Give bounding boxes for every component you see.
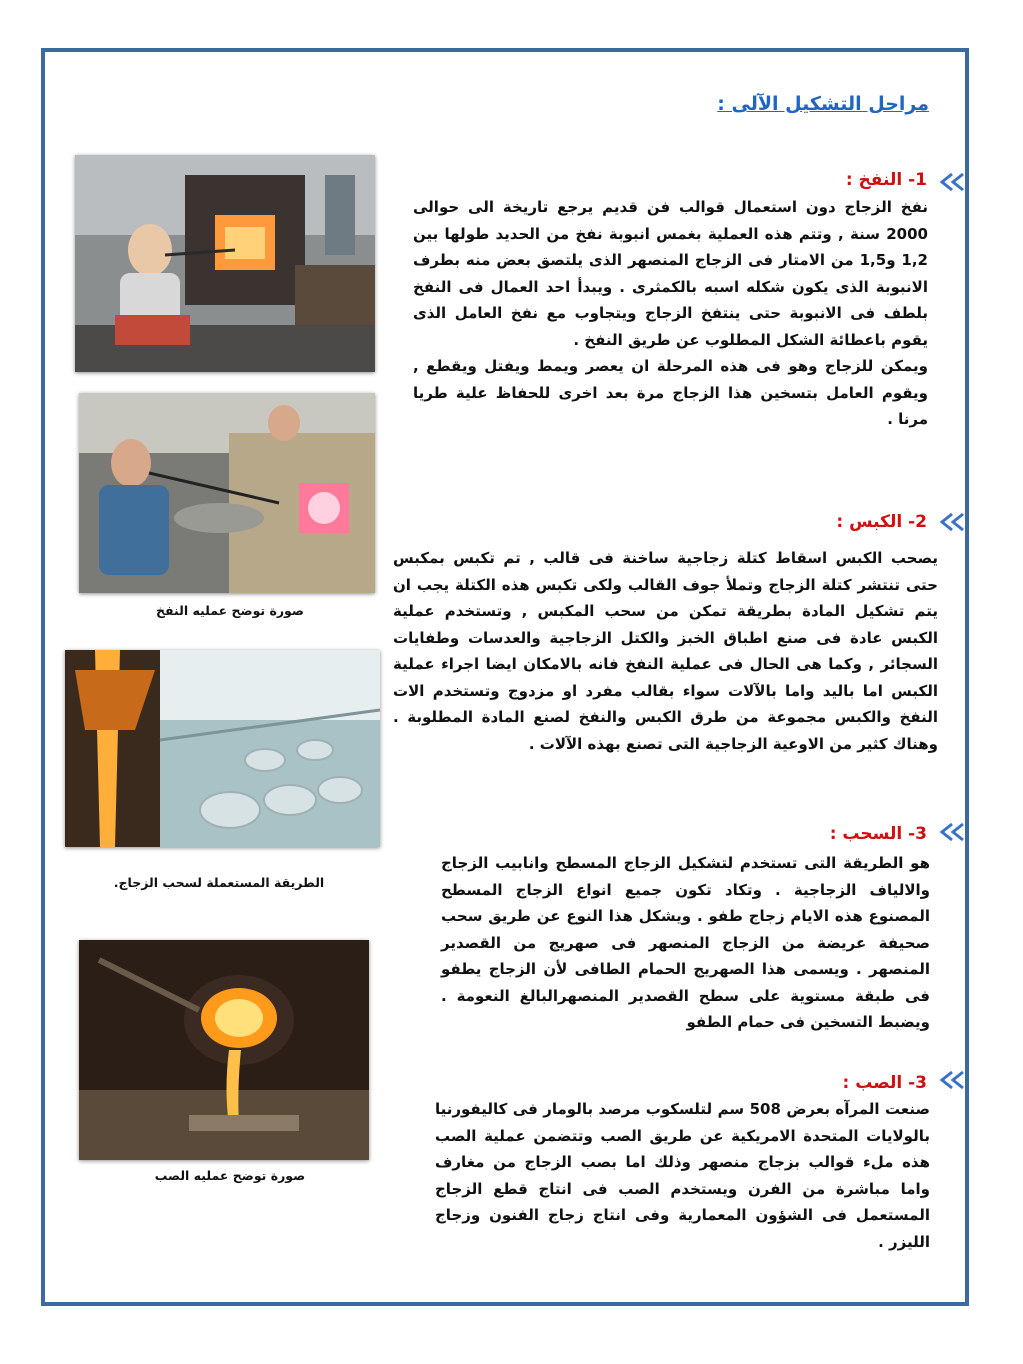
paragraph: صنعت المرآه بعرض 508 سم لتلسكوب مرصد بالومار فى كاليفورنيا بالولايات المتحدة الامريكية عن طريق الصب وتتضمن عملية الصب هذه ملء قوالب بزجاج منصهر وذلك اما بصب الزجاج من مغارف واما مباشرة من الفرن ويستخدم الصب فى انتاج قطع الزجاج المستعمل فى الشؤون المعمارية وفى انتاج زجاج الفنون وزجاج الليزر . <box>435 1100 930 1251</box>
caption-drawing: الطريقة المستعملة لسحب الزجاج. <box>113 875 325 890</box>
photo-molten-glass-casting <box>79 940 369 1160</box>
double-chevron-left-icon <box>935 511 969 533</box>
paragraph: نفخ الزجاج دون استعمال قوالب فن قديم يرجع تاريخة الى حوالى 2000 سنة , وتتم هذه العملية بغمس انبوبة نفخ من الحديد طولها بين 1,2 و1,5 من الامتار فى الزجاج المنصهر الذى يلتصق بعض منه بطرف الانبوبة الذى يكون شكله اسبه بالكمثرى . ويبدأ احد العمال فى النفخ بلطف فى الانبوبة حتى ينتفخ الزجاج ويتجاوب مع نفخ العامل الذى يقوم باعطائة الشكل المطلوب عن طريق النفخ . <box>413 198 928 349</box>
caption-casting: صورة توضح عمليه الصب <box>154 1168 306 1183</box>
section-heading-pressing: 2- الكبس : <box>836 512 927 532</box>
section-text-drawing <box>441 850 930 1036</box>
double-chevron-left-icon <box>935 1069 969 1091</box>
paragraph: هو الطريقة التى تستخدم لتشكيل الزجاج المسطح وانابيب الزجاج والالياف الزجاجية . وتكاد تكون جميع انواع الزجاج المسطح المصنوع هذه الايام زجاج طفو . ويشكل هذا النوع عن طريق سحب صحيفة عريضة من الزجاج المنصهر فى صهريج من القصدير المنصهر . ويسمى هذا الصهريج الحمام الطافى لأن الزجاج يطفو فى طبقة مستوية على سطح القصدير المنصهرالبالغ النعومة . ويضبط التسخين فى حمام الطفو <box>441 854 930 1031</box>
caption-blowing: صورة توضح عمليه النفخ <box>156 603 304 618</box>
section-heading-drawing: 3- السحب : <box>829 824 927 844</box>
section-heading-blowing: 1- النفخ : <box>845 170 927 190</box>
photo-glassblowing-furnace <box>75 155 375 372</box>
photo-glass-production-line <box>65 650 380 847</box>
paragraph: يصحب الكبس اسقاط كتلة زجاجية ساخنة فى قالب , تم تكبس بمكبس حتى تنتشر كتلة الزجاج وتملأ جوف القالب ولكى تكبس هذه الكتلة يجب ان يتم تشكيل المادة بطريقة تمكن من سحب المكبس , وتستخدم عملية الكبس عادة فى صنع اطباق الخبز والكتل الزجاجية والعدسات وطفايات السجائر , وكما هى الحال فى عملية النفخ فانه بالامكان ايضا اجراء عملية الكبس اما باليد واما بالآلات سواء بقالب مفرد او مزدوج وتستخدم الات النفخ والكبس مجموعة من طرق الكبس والنفخ لصنع المادة المطلوبة . وهناك كثير من الاوعية الزجاجية التى تصنع بهذه الآلات . <box>393 549 938 753</box>
paragraph: ويمكن للزجاج وهو فى هذه المرحلة ان يعصر ويمط ويفتل ويقطع , ويقوم العامل بتسخين هذا الزجاج مرة بعد اخرى للحفاظ علية طريا مرنا . <box>413 357 928 428</box>
section-heading-casting: 3- الصب : <box>842 1073 927 1093</box>
section-text-casting <box>435 1096 930 1255</box>
section-text-pressing <box>393 545 938 757</box>
double-chevron-left-icon <box>935 821 969 843</box>
photo-glass-shaping-workers <box>79 393 375 593</box>
double-chevron-left-icon <box>935 171 969 193</box>
page-title: مراحل التشكيل الآلى : <box>717 93 929 115</box>
section-text-blowing <box>413 194 928 433</box>
